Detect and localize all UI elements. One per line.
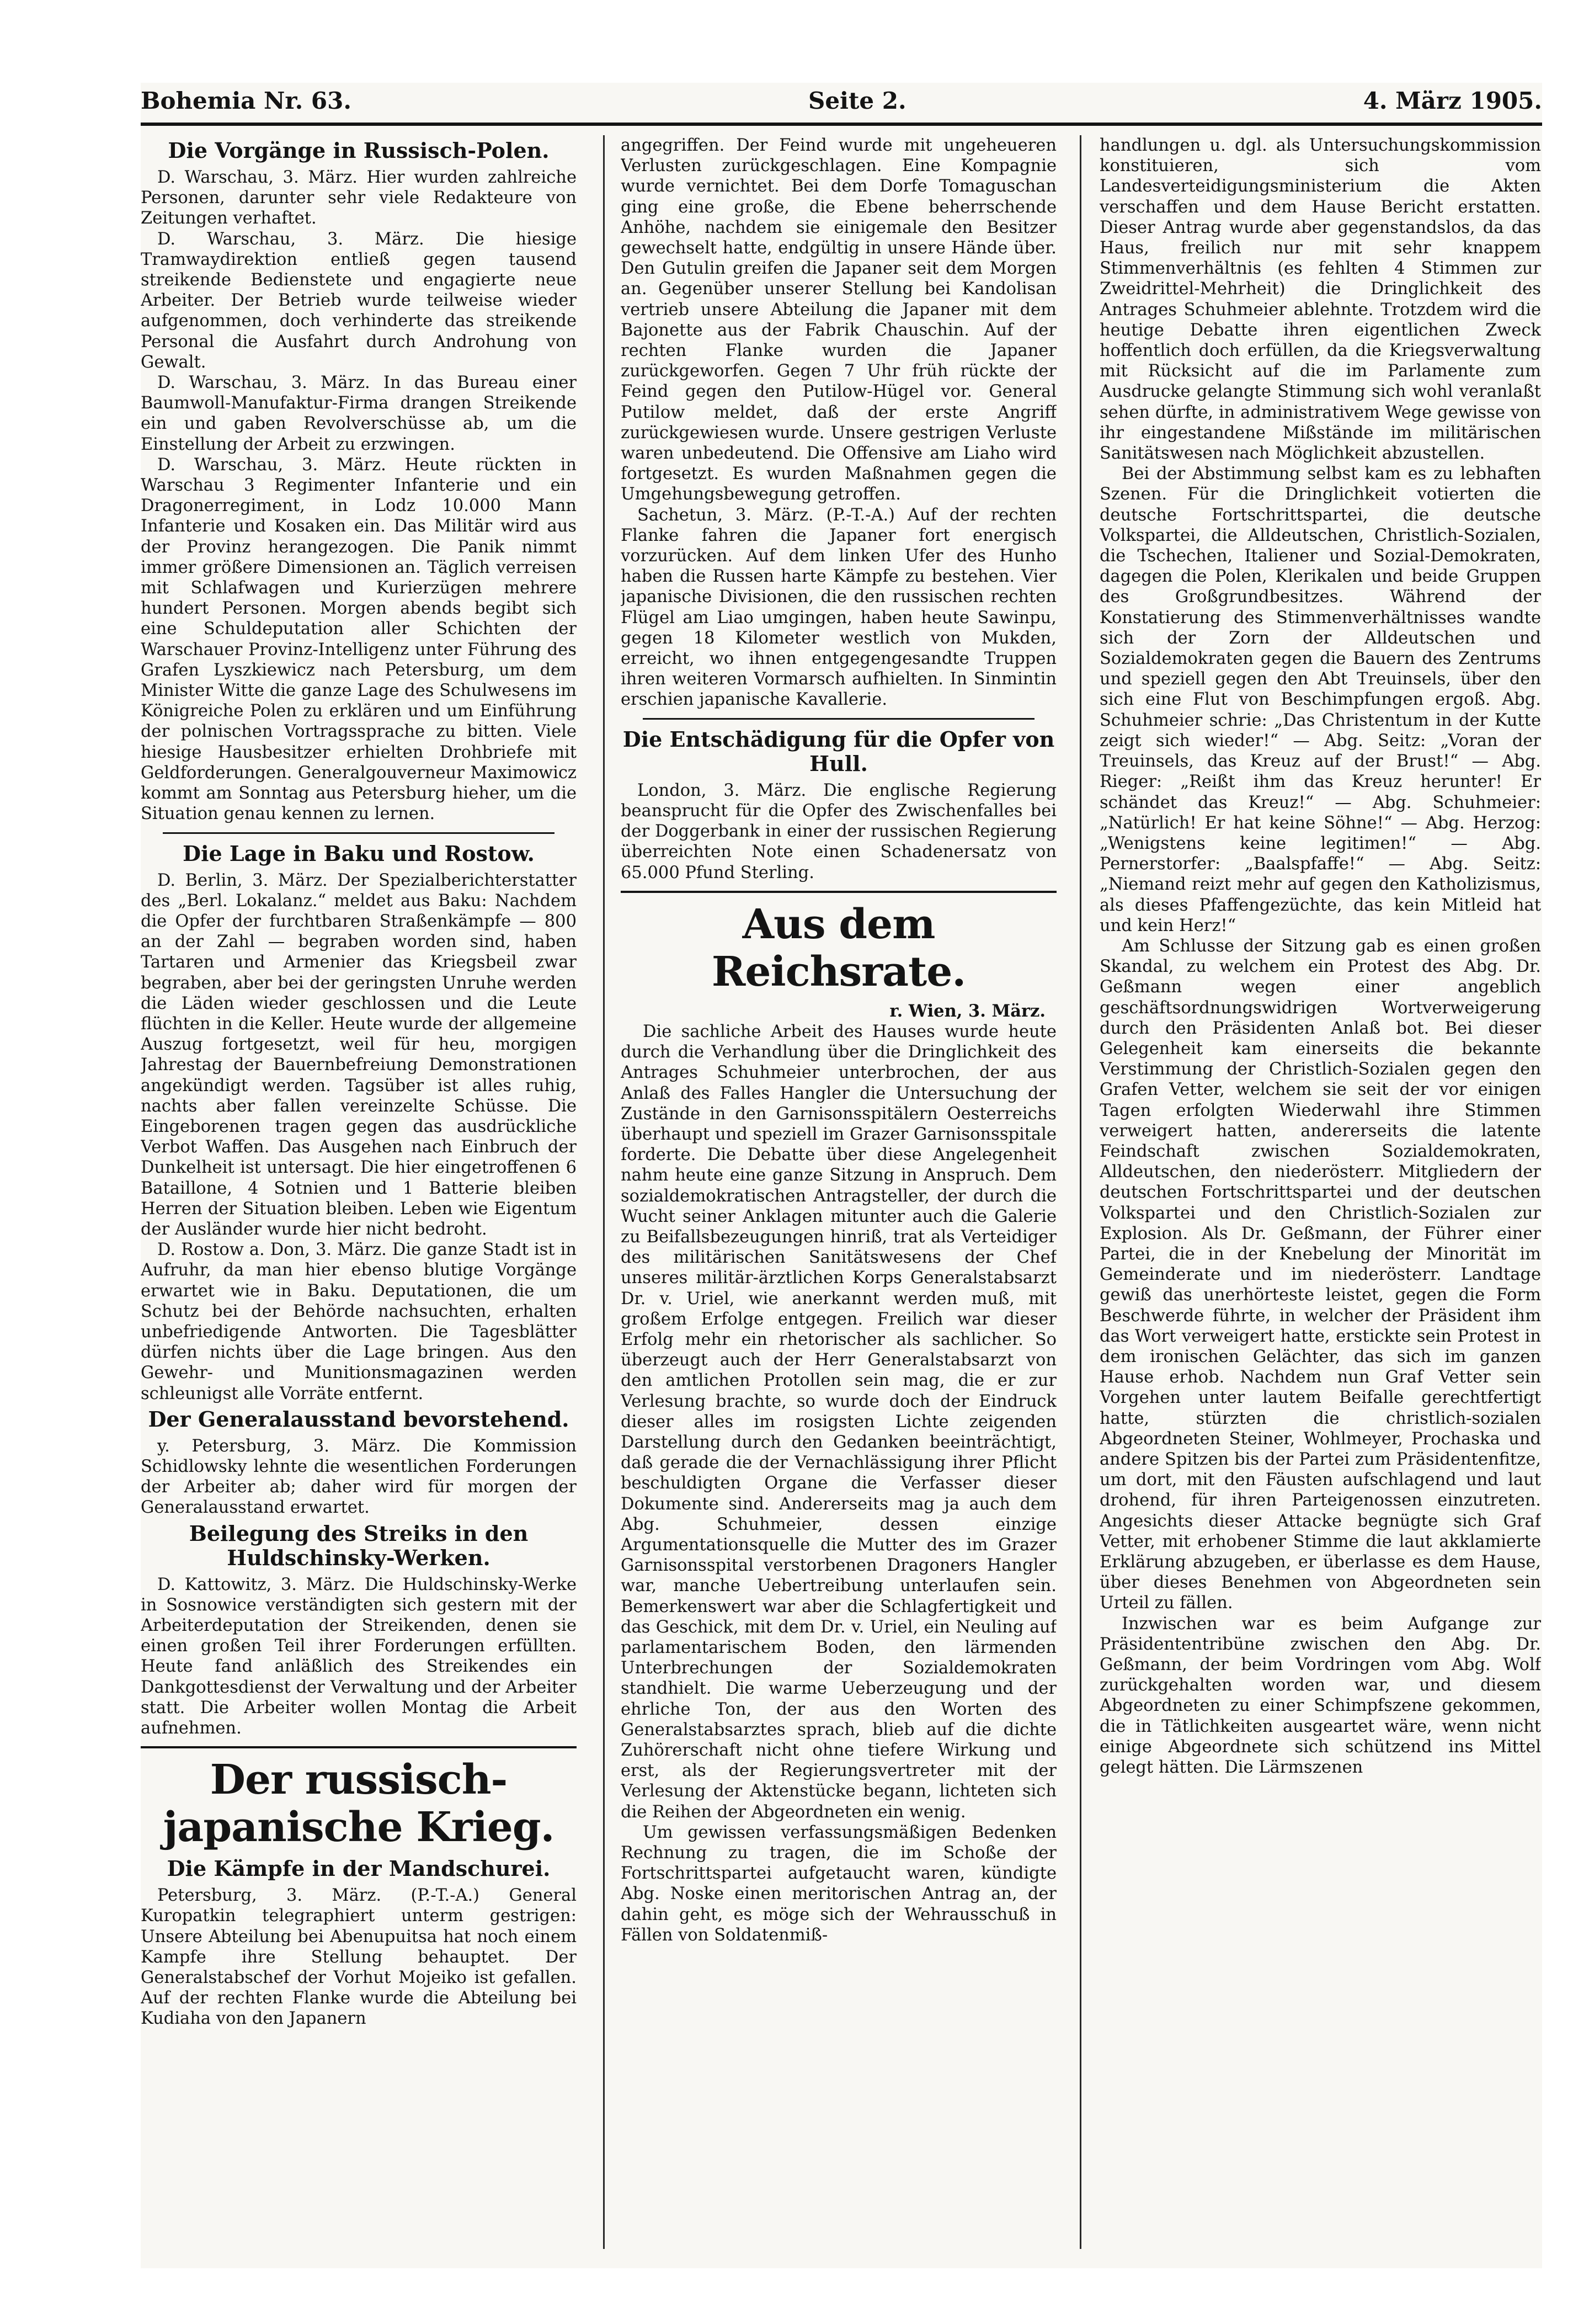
article-paragraph: handlungen u. dgl. als Untersuchungskommission konstituieren, sich vom Landesverteidigungsministerium die Akten verschaffen und dem Hause Bericht erstatten. Dieser Antrag wurde aber gegenstandslos, da das Haus, freilich nur mit sehr knappem Stimmenverhältnis (es fehlten 4 Stimmen zur Zweidrittel-Mehrheit) die Dringlichkeit des Antrages Schuhmeier ablehnte. Trotzdem wird die heutige Debatte ihren eigentlichen Zweck hoffentlich doch erfüllen, da die Kriegsverwaltung mit Rücksicht auf die im Parlamente zum Ausdrucke gelangte Stimmung sich wohl veranlaßt sehen dürfte, in administrativem Wege gewisse von ihr eingestandene Mißstände im militärischen Sanitätswesen nach Möglichkeit abzustellen.: [1100, 136, 1541, 464]
article-paragraph: Sachetun, 3. März. (P.-T.-A.) Auf der rechten Flanke fahren die Japaner fort energisch vorzurücken. Auf dem linken Ufer des Hunho haben die Russen harte Kämpfe zu bestehen. Vier japanische Divisionen, die den russischen rechten Flügel am Liao umgingen, haben heute Sawinpu, gegen 18 Kilometer westlich von Mukden, erreicht, wo ihnen entgegengesandte Truppen ihren weiteren Vormarsch aufhielten. In Sinmintin erschien japanische Kavallerie.: [621, 505, 1057, 710]
article-paragraph: D. Berlin, 3. März. Der Spezialberichterstatter des „Berl. Lokalanz.“ meldet aus Baku: Nachdem die Opfer der furchtbaren Straßenkämpfe — 800 an der Zahl — begraben worden sind, haben Tartaren und Armenier das Kriegsbeil zwar begraben, aber bei der geringsten Unruhe werden die Läden wieder geschlossen und die Leute flüchten in die Keller. Heute wurde der allgemeine Auszug fortgesetzt, weil für heu, morgigen Jahrestag der Bauernbefreiung Demonstrationen angekündigt werden. Tagsüber ist alles ruhig, nachts aber fallen vereinzelte Schüsse. Die Eingeborenen tragen gegen das ausdrückliche Verbot Waffen. Das Ausgehen nach Einbruch der Dunkelheit ist untersagt. Die hier eingetroffenen 6 Bataillone, 4 Sotnien und 1 Batterie bleiben Herren der Situation bleiben. Leben wie Eigentum der Ausländer wurde hier nicht bedroht.: [141, 870, 577, 1239]
section-rule: [621, 891, 1057, 893]
headline-hull: Die Entschädigung für die Opfer von Hull.: [622, 726, 1055, 776]
section-rule: [141, 1746, 577, 1748]
article-paragraph: Die sachliche Arbeit des Hauses wurde heute durch die Verhandlung über die Dringlichkeit des Antrages Schuhmeier unterbrochen, der aus Anlaß des Falles Hangler die Untersuchung der Zustände in den Garnisonsspitälern Oesterreichs überhaupt und speziell im Grazer Garnisonsspitale forderte. Die Debatte über diese Angelegenheit nahm heute eine ganze Sitzung in Anspruch. Dem sozialdemokratischen Antragsteller, der durch die Wucht seiner Anklagen mitunter auch die Galerie zu Beifallsbezeugungen hinriß, trat als Verteidiger des militärischen Sanitätswesens der Chef unseres militär-ärztlichen Korps Generalstabsarzt Dr. v. Uriel, wie anerkannt werden muß, mit großem Erfolge entgegen. Freilich war dieser Erfolg mehr ein rhetorischer als sachlicher. So überzeugt auch der Herr Generalstabsarzt von den amtlichen Protollen sein mag, die er zur Verlesung brachte, so wurde doch der Eindruck dieser alles im rosigsten Lichte zeigenden Darstellung durch den Gedanken beeinträchtigt, daß gerade die der Vernachlässigung ihrer Pflicht beschuldigten Organe die Verfasser dieser Dokumente sind. Andererseits mag ja auch dem Abg. Schuhmeier, dessen einzige Argumentationsquelle die Mutter des im Grazer Garnisonsspital verstorbenen Dragoners Hangler war, manche Uebertreibung unterlaufen sein. Bemerkenswert war aber die Schlagfertigkeit und das Geschick, mit dem Dr. v. Uriel, ein Neuling auf parlamentarischem Boden, den lärmenden Unterbrechungen der Sozialdemokraten standhielt. Die warme Ueberzeugung und der ehrliche Ton, der aus den Worten des Generalstabsarztes sprach, blieb auf die dichte Zuhörerschaft nicht ohne tiefere Wirkung und erst, als der Regierungsvertreter mit der Verlesung der Aktenstücke begann, lichteten sich die Reihen der Abgeordneten ein wenig.: [621, 1022, 1057, 1822]
masthead: [141, 87, 1542, 120]
column-rule-2: [1080, 135, 1081, 2249]
article-paragraph: D. Warschau, 3. März. Die hiesige Tramwaydirektion entließ gegen tausend streikende Bedienstete und engagierte neue Arbeiter. Der Betrieb wurde teilweise wieder aufgenommen, doch verhinderte das streikende Personal die Ausfahrt durch Androhung von Gewalt.: [141, 229, 577, 372]
article-paragraph: London, 3. März. Die englische Regierung beansprucht für die Opfer des Zwischenfalles bei der Doggerbank in einer der russischen Regierung überreichten Note einen Schadenersatz von 65.000 Pfund Sterling.: [621, 780, 1057, 882]
article-paragraph: D. Warschau, 3. März. In das Bureau einer Baumwoll-Manufaktur-Firma drangen Streikende ein und gaben Revolverschüsse ab, um die Einstellung der Arbeit zu erzwingen.: [141, 373, 577, 454]
article-paragraph: D. Rostow a. Don, 3. März. Die ganze Stadt ist in Aufruhr, da man hier ebenso blutige Vorgänge erwartet wie in Baku. Deputationen, die um Schutz bei der Behörde nachsuchten, erhalten unbefriedigende Antworten. Die Tagesblätter dürfen nichts über die Lage bringen. Aus den Gewehr- und Munitionsmagazinen werden schleunigst alle Vorräte entfernt.: [141, 1240, 577, 1403]
article-paragraph: Petersburg, 3. März. (P.-T.-A.) General Kuropatkin telegraphiert unterm gestrigen: Unsere Abteilung bei Abenupuitsa hat noch einem Kampfe ihre Stellung behauptet. Der Generalstabschef der Vorhut Mojeiko ist gefallen. Auf der rechten Flanke wurde die Abteilung bei Kudiaha von den Japanern: [141, 1886, 577, 2029]
headline-huldschinsky: Beilegung des Streiks in den Huldschinsky-Werken.: [189, 1520, 529, 1570]
section-rule: [643, 718, 1035, 720]
article-paragraph: D. Warschau, 3. März. Heute rückten in Warschau 3 Regimenter Infanterie und ein Dragonerregiment, in Lodz 10.000 Mann Infanterie und Kosaken ein. Das Militär wird aus der Provinz herangezogen. Die Panik nimmt immer größere Dimensionen an. Täglich verreisen mit Schlafwagen und Kurierzügen mehrere hundert Personen. Morgen abends begibt sich eine Schuldeputation aller Schichten der Warschauer Provinz-Intelligenz unter Führung des Grafen Lyszkiewicz nach Petersburg, um dem Minister Witte die ganze Lage des Schulwesens im Königreiche Polen zu erklären und um Einführung der polnischen Vortragssprache zu bitten. Viele hiesige Hausbesitzer erhielten Drohbriefe mit Geldforderungen. Generalgouverneur Maximowicz kommt am Sonntag aus Petersburg hieher, um die Situation genau kennen zu lernen.: [141, 455, 577, 824]
dateline-wien: r. Wien, 3. März.: [889, 1001, 1046, 1021]
page-number: Seite 2.: [808, 87, 907, 114]
masthead-rule: [141, 123, 1542, 126]
article-paragraph: Bei der Abstimmung selbst kam es zu lebhaften Szenen. Für die Dringlichkeit votierten die deutsche Fortschrittspartei, die deutsche Volkspartei, die Alldeutschen, Christlich-Sozialen, die Tschechen, Italiener und Sozial-Demokraten, dagegen die Polen, Klerikalen und beide Gruppen des Großgrundbesitzes. Während der Konstatierung des Stimmenverhältnisses wandte sich der Zorn der Alldeutschen und Sozialdemokraten gegen die Bauern des Zentrums und speziell gegen den Abt Treuinsels, über den sich eine Flut von Beschimpfungen ergoß. Abg. Schuhmeier schrie: „Das Christentum in der Kutte zeigt sich wieder!“ — Abg. Seitz: „Voran der Treuinsels, das Kreuz auf der Brust!“ — Abg. Rieger: „Reißt ihm das Kreuz herunter! Er schändet das Kreuz!“ — Abg. Schuhmeier: „Natürlich! Er hat keine Söhne!“ — Abg. Herzog: „Wenigstens keine legitimen!“ — Abg. Pernerstorfer: „Baalspfaffe!“ — Abg. Seitz: „Niemand reizt mehr auf gegen den Katholizismus, als dieses Pfaffengezüchte, das kein Mitleid hat und kein Herz!“: [1100, 464, 1541, 935]
article-paragraph: D. Kattowitz, 3. März. Die Huldschinsky-Werke in Sosnowice verständigten sich gestern mit der Arbeiterdeputation der Streikenden, denen sie einen großen Teil ihrer Forderungen erfüllten. Heute fand anläßlich des Streikendes ein Dankgottesdienst der Verwaltung und der Arbeiter statt. Die Arbeiter wollen Montag die Arbeit aufnehmen.: [141, 1575, 577, 1738]
article-paragraph: Am Schlusse der Sitzung gab es einen großen Skandal, zu welchem ein Protest des Abg. Dr. Geßmann wegen einer angeblich geschäftsordnungswidrigen Wortverweigerung durch den Präsidenten Anlaß bot. Bei dieser Gelegenheit kam einerseits die bekannte Verstimmung der Christlich-Sozialen gegen den Grafen Vetter, welchem sie seit der vor einigen Tagen erfolgten Wiederwahl ihre Stimmen verweigert hatten, andererseits die latente Feindschaft zwischen Sozialdemokraten, Alldeutschen, den niederösterr. Mitgliedern der deutschen Fortschrittspartei und der deutschen Volkspartei und den Christlich-Sozialen zur Explosion. Als Dr. Geßmann, der Führer einer Partei, die in der Knebelung der Minorität im Gemeinderate und im niederösterr. Landtage gewiß das unerhörteste leistet, gegen die Form Beschwerde führte, in welcher der Präsident ihm das Wort verweigert hatte, erstickte sein Protest in dem ironischen Gelächter, das sich im ganzen Hause erhob. Nachdem nun Graf Vetter sein Vorgehen unter lautem Beifalle gerechtfertigt hatte, stürzten die christlich-sozialen Abgeordneten Steiner, Wohlmeyer, Prochaska und andere Spitzen bis der Partei zum Präsidentenfitze, um dort, mit den Fäusten aufschlagend und laut drohend, für ihren Parteigenossen einzutreten. Angesichts dieser Attacke begnügte sich Graf Vetter, mit erhobener Stimme die laut akklamierte Erklärung abzugeben, er überlasse es dem Hause, über dieses Benehmen von Abgeordneten sein Urteil zu fällen.: [1100, 936, 1541, 1613]
article-paragraph: angegriffen. Der Feind wurde mit ungeheueren Verlusten zurückgeschlagen. Eine Kompagnie wurde vernichtet. Bei dem Dorfe Tomaguschan ging eine große, die Ebene beherrschende Anhöhe, nachdem sie einigemale den Besitzer gewechselt hatte, endgültig in unsere Hände über. Den Gutulin greifen die Japaner seit dem Morgen an. Gegenüber unserer Stellung bei Kandolisan vertrieb unsere Abteilung die Japaner mit dem Bajonette aus der Fabrik Chauschin. Auf der rechten Flanke wurden die Japaner zurückgeworfen. Gegen 7 Uhr früh rückte der Feind gegen den Putilow-Hügel vor. General Putilow meldet, daß der erste Angriff zurückgewiesen wurde. Unsere gestrigen Verluste waren unbedeutend. Die Offensive am Liaho wird fortgesetzt. Es wurden Maßnahmen gegen die Umgehungsbewegung getroffen.: [621, 136, 1057, 504]
headline-reichsrat: Aus dem Reichsrate.: [711, 900, 966, 996]
headline-russisch-polen: Die Vorgänge in Russisch-Polen.: [168, 138, 550, 163]
column-2: [621, 135, 1057, 2260]
headline-mandschurei: Die Kämpfe in der Mandschurei.: [167, 1856, 551, 1881]
article-paragraph: D. Warschau, 3. März. Hier wurden zahlreiche Personen, darunter sehr viele Redakteure von Zeitungen verhaftet.: [141, 168, 577, 228]
article-paragraph: Um gewissen verfassungsmäßigen Bedenken Rechnung zu tragen, die im Schoße der Fortschrittspartei aufgetaucht waren, kündigte Abg. Noske einen meritorischen Antrag an, der dahin geht, es möge sich der Wehrausschuß in Fällen von Soldatenmiß-: [621, 1822, 1057, 1945]
section-rule: [163, 832, 554, 834]
article-paragraph: Inzwischen war es beim Aufgange zur Präsidententribüne zwischen den Abg. Dr. Geßmann, der beim Vordringen vom Abg. Wolf zurückgehalten worden war, und diesem Abgeordneten zu einer Schimpfszene gekommen, die in Tätlichkeiten ausgeartet wäre, wenn nicht einige Abgeordnete sich schützend ins Mittel gelegt hätten. Die Lärmszenen: [1100, 1614, 1541, 1778]
headline-generalausstand: Der Generalausstand bevorstehend.: [148, 1406, 569, 1432]
newspaper-page: [141, 83, 1542, 2268]
headline-baku-rostow: Die Lage in Baku und Rostow.: [183, 841, 535, 866]
paper-name: Bohemia Nr. 63.: [141, 87, 351, 114]
column-rule-1: [603, 135, 605, 2249]
column-3: [1100, 135, 1541, 2260]
column-1: [141, 135, 577, 2260]
headline-krieg: Der russisch-japanische Krieg.: [163, 1756, 554, 1852]
article-paragraph: y. Petersburg, 3. März. Die Kommission Schidlowsky lehnte die wesentlichen Forderungen der Arbeiter ab; daher wird für morgen der Generalausstand erwartet.: [141, 1436, 577, 1518]
issue-date: 4. März 1905.: [1363, 87, 1542, 114]
